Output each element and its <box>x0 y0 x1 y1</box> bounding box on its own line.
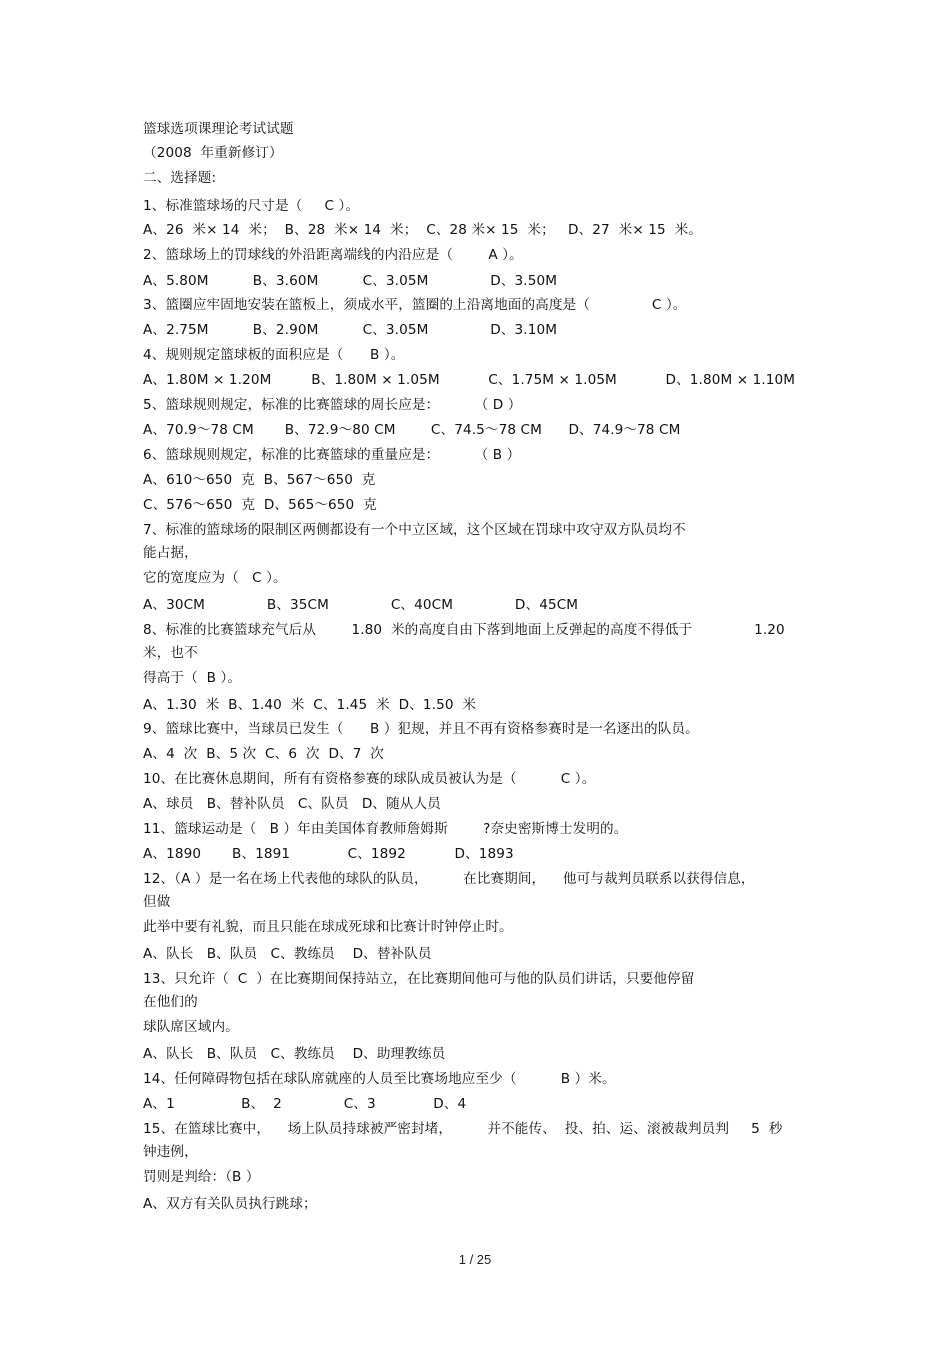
text-line: 在他们的 <box>143 994 198 1010</box>
text-line: 罚则是判给：（B ） <box>143 1169 260 1185</box>
text-line: A、队长 B、队员 C、教练员 D、助理教练员 <box>143 1046 446 1062</box>
text-line: C、576～650 克 D、565～650 克 <box>143 497 377 513</box>
text-line: 2、篮球场上的罚球线的外沿距离端线的内沿应是（ A ）。 <box>143 247 523 263</box>
text-line: 5、篮球规则规定，标准的比赛篮球的周长应是： （ D ） <box>143 397 522 413</box>
text-line: 但做 <box>143 894 171 910</box>
text-line: A、1 B、 2 C、3 D、4 <box>143 1096 467 1112</box>
text-line: 此举中要有礼貌，而且只能在球成死球和比赛计时钟停止时。 <box>143 919 513 935</box>
text-line: 8、标准的比赛篮球充气后从 1.80 米的高度自由下落到地面上反弹起的高度不得低于 1.20 <box>143 622 785 638</box>
text-line: 球队席区域内。 <box>143 1019 239 1035</box>
text-line: 14、任何障碍物包括在球队席就座的人员至比赛场地应至少（ B ）米。 <box>143 1071 616 1087</box>
text-line: 米，也不 <box>143 645 198 661</box>
text-line: A、球员 B、替补队员 C、队员 D、随从人员 <box>143 796 441 812</box>
text-line: 得高于（ B ）。 <box>143 670 242 686</box>
text-line: A、2.75M B、2.90M C、3.05M D、3.10M <box>143 322 558 338</box>
page-number: 1 / 25 <box>458 1252 492 1267</box>
text-line: 钟违例， <box>143 1144 198 1160</box>
text-line: A、30CM B、35CM C、40CM D、45CM <box>143 597 579 613</box>
text-line: 10、在比赛休息期间，所有有资格参赛的球队成员被认为是（ C ）。 <box>143 771 596 787</box>
text-line: 它的宽度应为（ C ）。 <box>143 570 287 586</box>
text-line: A、双方有关队员执行跳球； <box>143 1196 317 1212</box>
text-line: 12、（A ）是一名在场上代表他的球队的队员， 在比赛期间， 他可与裁判员联系以获得信息， <box>143 871 755 887</box>
text-line: 15、在篮球比赛中， 场上队员持球被严密封堵， 并不能传、 投、拍、运、滚被裁判员判 5 秒 <box>143 1121 783 1137</box>
text-line: A、4 次 B、5 次 C、6 次 D、7 次 <box>143 746 385 762</box>
text-line: 能占据， <box>143 545 198 561</box>
text-line: 6、篮球规则规定，标准的比赛篮球的重量应是： （ B ） <box>143 447 521 463</box>
text-line: 4、规则规定篮球板的面积应是（ B ）。 <box>143 347 405 363</box>
text-line: 1、标准篮球场的尺寸是（ C ）。 <box>143 198 360 214</box>
text-line: A、26 米× 14 米； B、28 米× 14 米； C、28 米× 15 米； D、27 米× 15 米。 <box>143 222 702 238</box>
text-line: A、队长 B、队员 C、教练员 D、替补队员 <box>143 946 432 962</box>
text-line: 9、篮球比赛中，当球员已发生（ B ）犯规，并且不再有资格参赛时是一名逐出的队员。 <box>143 721 699 737</box>
text-line: A、70.9～78 CM B、72.9～80 CM C、74.5～78 CM D、74.9～78 CM <box>143 422 681 438</box>
document-title: 篮球选项课理论考试试题 <box>143 121 294 137</box>
section-heading: 二、选择题: <box>143 170 217 186</box>
document-subtitle: （2008 年重新修订） <box>143 145 283 161</box>
text-line: 13、只允许（ C ）在比赛期间保持站立，在比赛期间他可与他的队员们讲话，只要他停留 <box>143 971 695 987</box>
text-line: 3、篮圈应牢固地安装在篮板上，须成水平，篮圈的上沿离地面的高度是（ C ）。 <box>143 297 687 313</box>
text-line: A、5.80M B、3.60M C、3.05M D、3.50M <box>143 273 558 289</box>
text-line: A、1.30 米 B、1.40 米 C、1.45 米 D、1.50 米 <box>143 697 477 713</box>
text-line: A、610～650 克 B、567～650 克 <box>143 472 376 488</box>
text-line: 7、标准的篮球场的限制区两侧都设有一个中立区域，这个区域在罚球中攻守双方队员均不 <box>143 522 686 538</box>
text-line: A、1.80M × 1.20M B、1.80M × 1.05M C、1.75M × 1.05M D、1.80M × 1.10M <box>143 372 796 388</box>
text-line: 11、篮球运动是（ B ）年由美国体育教师詹姆斯 ?奈史密斯博士发明的。 <box>143 821 628 837</box>
text-line: A、1890 B、1891 C、1892 D、1893 <box>143 846 514 862</box>
